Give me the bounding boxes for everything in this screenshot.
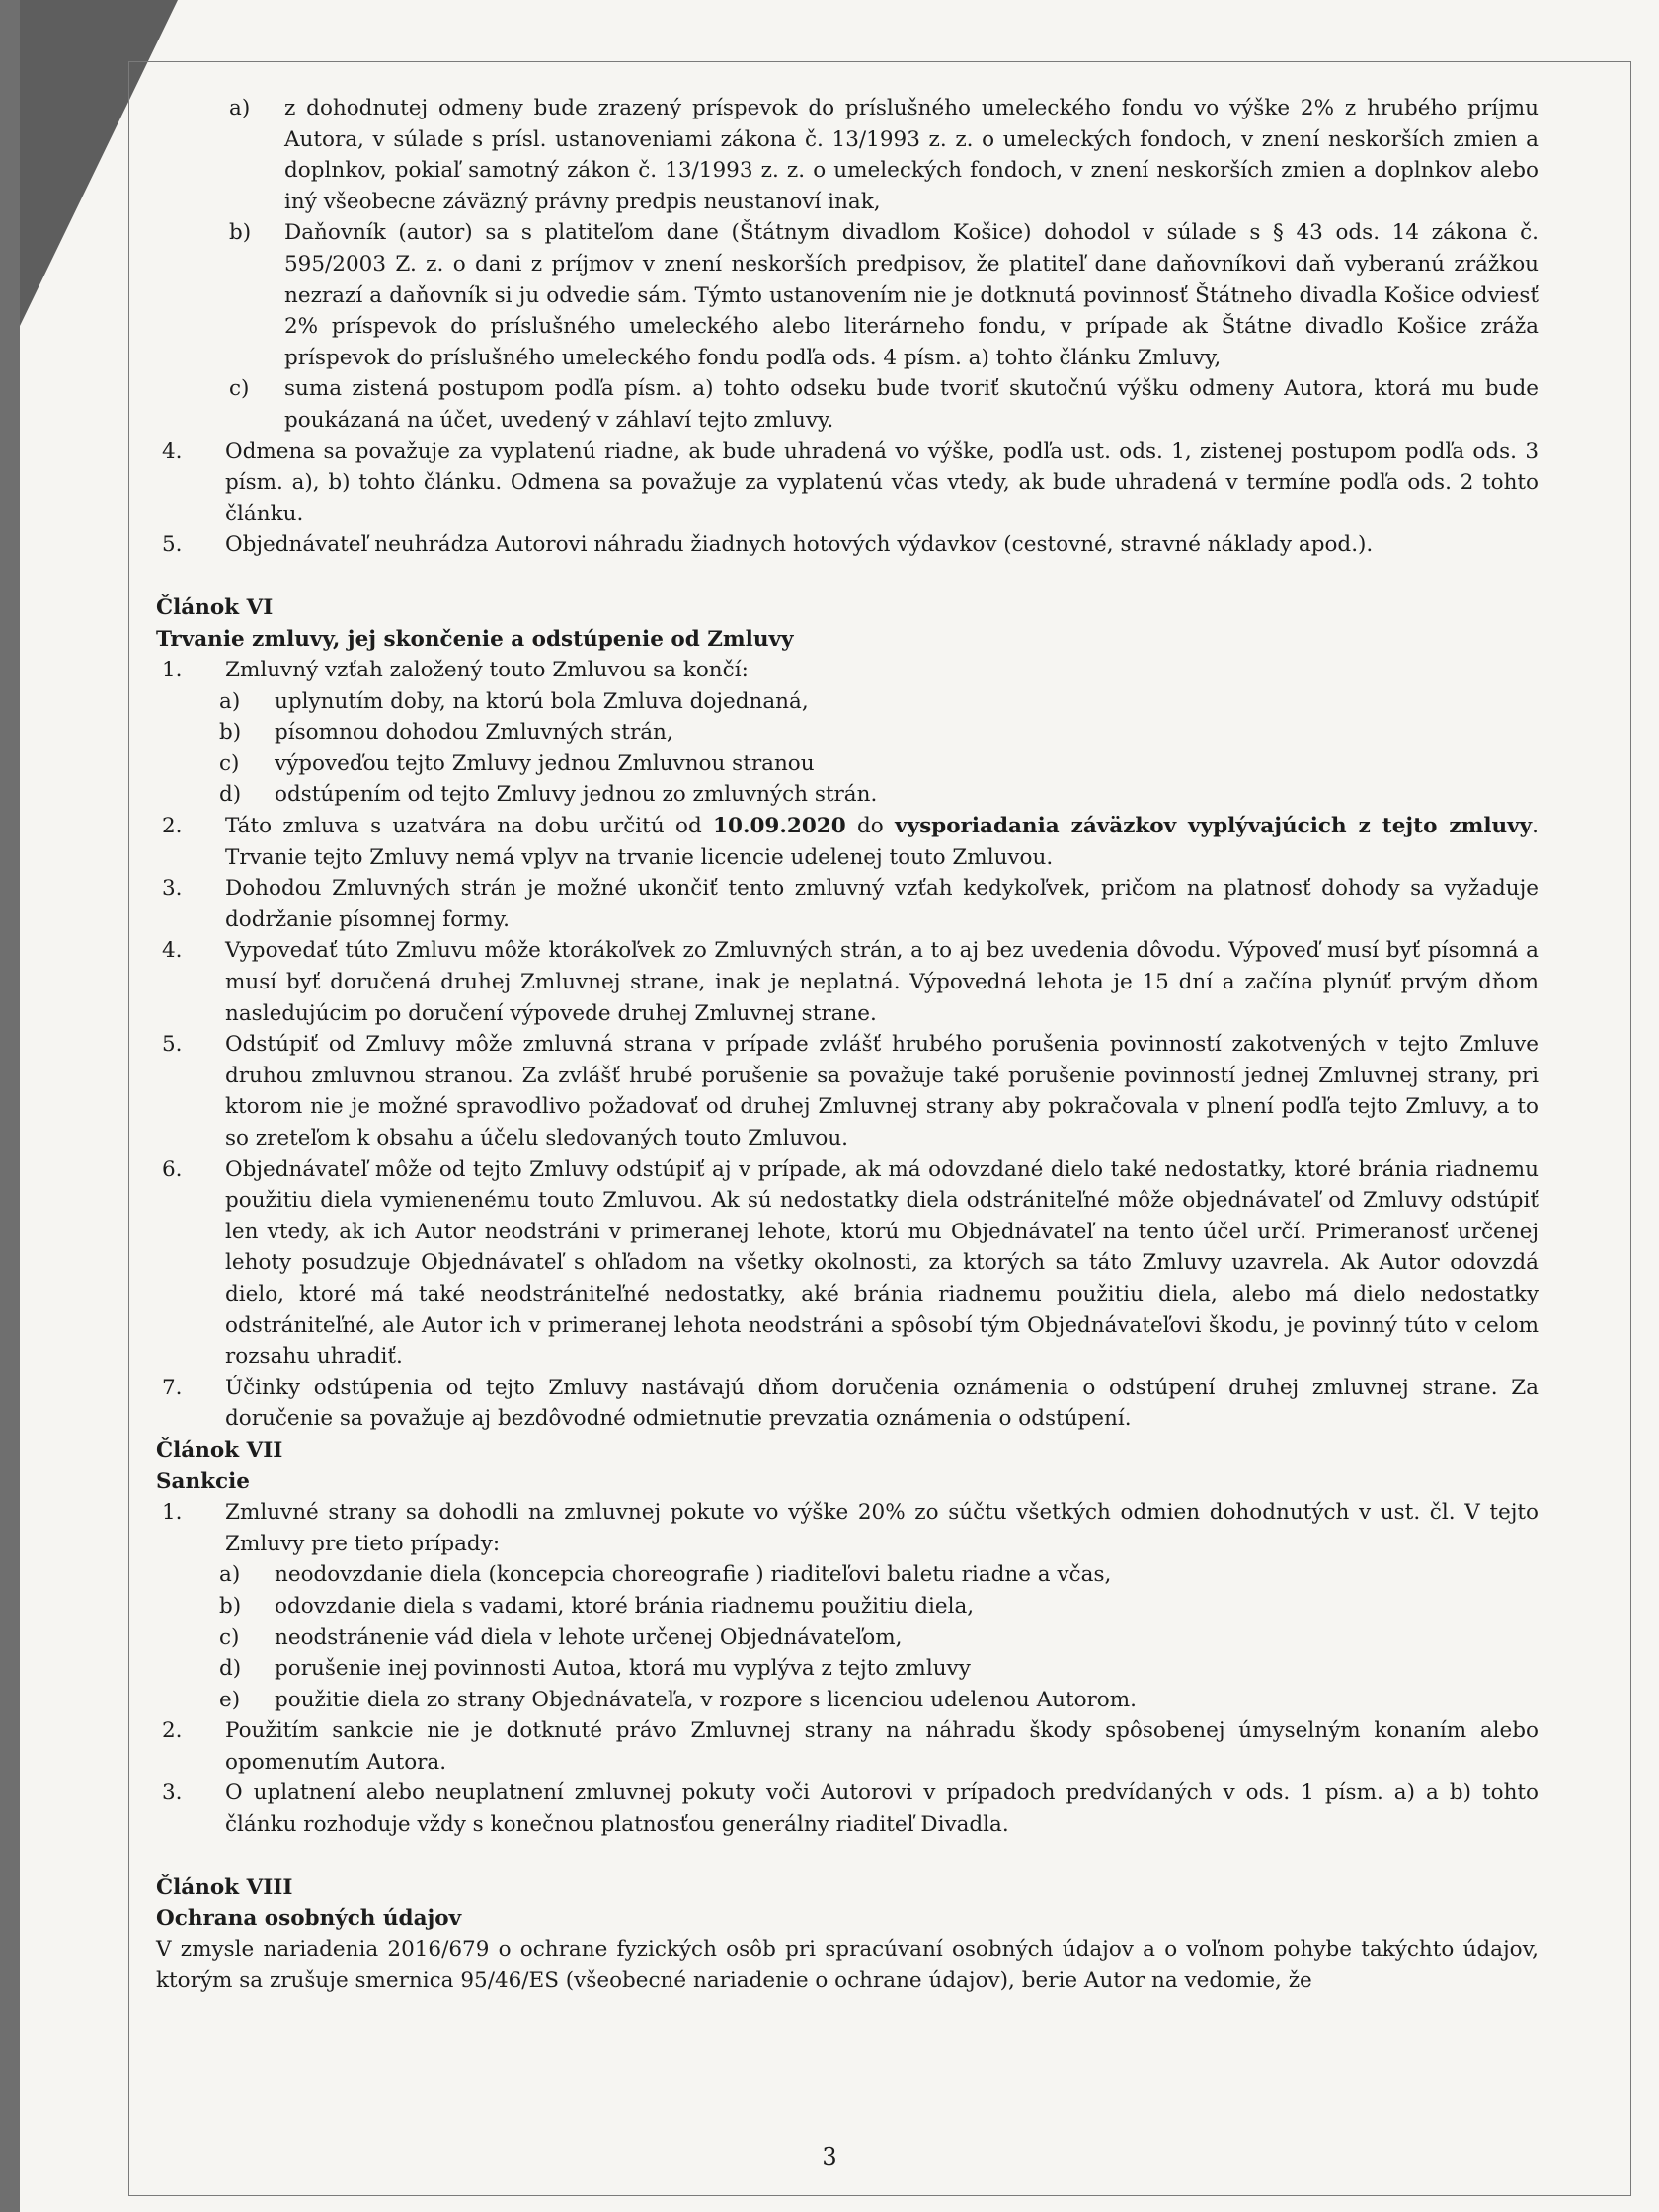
list-item — [156, 1622, 1539, 1654]
list-item — [156, 93, 1539, 217]
item-marker: a) — [229, 96, 251, 120]
document-body — [156, 93, 1539, 1997]
list-item — [156, 935, 1539, 1029]
item-text: Vypovedať túto Zmluvu môže ktorákoľvek zo Zmluvných strán, a to aj bez uvedenia dôvodu. Výpoveď musí byť písomná a musí byť doručená druhej Zmluvnej strane, inak je neplatná. Výpovedná lehota je 15 dní a začína plynúť prvým dňom nasledujúcim po doručení výpovede druhej Zmluvnej strane. — [225, 938, 1539, 1026]
list-item — [156, 436, 1539, 530]
item-marker: d) — [219, 782, 242, 808]
list-item — [156, 1715, 1539, 1778]
list-item — [156, 717, 1539, 749]
list-item — [156, 686, 1539, 718]
list-item — [156, 655, 1539, 686]
item-text: Objednávateľ neuhrádza Autorovi náhradu žiadnych hotových výdavkov (cestovné, stravné náklady apod.). — [225, 532, 1374, 558]
item-text: z dohodnutej odmeny bude zrazený príspevok do príslušného umeleckého fondu vo výške 2% z hrubého príjmu Autora, v súlade s prísl. ustanoveniami zákona č. 13/1993 z. z. o umeleckých fondoch, v znení neskorších zmien a doplnkov, pokiaľ samotný zákon č. 13/1993 z. z. o umeleckých fondoch, v znení neskorších zmien a doplnkov alebo iný všeobecne záväzný právny predpis neustanoví inak, — [284, 96, 1539, 214]
list-item — [156, 1154, 1539, 1373]
item-text: porušenie inej povinnosti Autoa, ktorá mu vyplýva z tejto zmluvy — [275, 1656, 971, 1682]
article-6-subtitle: Trvanie zmluvy, jej skončenie a odstúpenie od Zmluvy — [156, 626, 794, 652]
item-text: O uplatnení alebo neuplatnení zmluvnej pokuty voči Autorovi v prípadoch predvídaných v ods. 1 písm. a) a b) tohto článku rozhoduje vždy s konečnou platnosťou generálny riaditeľ Divadla. — [225, 1780, 1539, 1838]
list-item — [156, 373, 1539, 435]
list-item — [156, 1559, 1539, 1591]
item-text: Odmena sa považuje za vyplatenú riadne, ak bude uhradená vo výške, podľa ust. ods. 1, zistenej postupom podľa ods. 3 písm. a), b) tohto článku. Odmena sa považuje za vyplatenú včas vtedy, ak bude uhradená v termíne podľa ods. 2 tohto článku. — [225, 438, 1539, 526]
item-marker: b) — [219, 720, 242, 746]
item-text: odovzdanie diela s vadami, ktoré bránia riadnemu použitiu diela, — [275, 1593, 975, 1619]
list-item — [156, 811, 1539, 873]
item-marker: a) — [219, 688, 241, 714]
item-marker: b) — [219, 1593, 242, 1619]
item-text: Dohodou Zmluvných strán je možné ukončiť tento zmluvný vzťah kedykoľvek, pričom na platnosť dohody sa vyžaduje dodržanie písomnej formy. — [225, 876, 1539, 932]
article-8-subtitle: Ochrana osobných údajov — [156, 1906, 462, 1932]
list-item — [156, 873, 1539, 935]
item-text: Odstúpiť od Zmluvy môže zmluvná strana v prípade zvlášť hrubého porušenia povinností zakotvených v tejto Zmluve druhou zmluvnou stranou. Za zvlášť hrubé porušenie sa považuje také porušenie povinností jednej Zmluvnej strany, pri ktorom nie je možné spravodlivo požadovať od druhej Zmluvnej strany aby pokračovala v plnení podľa tejto Zmluvy, a to so zreteľom k obsahu a účelu sledovaných touto Zmluvou. — [225, 1032, 1539, 1150]
item-marker: 2. — [162, 1718, 183, 1744]
list-item — [156, 1029, 1539, 1153]
list-item — [156, 1653, 1539, 1685]
list-item — [156, 217, 1539, 373]
item-text: písomnou dohodou Zmluvných strán, — [275, 720, 673, 746]
item-text: Použitím sankcie nie je dotknuté právo Zmluvnej strany na náhradu škody spôsobenej úmyselným konaním alebo opomenutím Autora. — [225, 1718, 1539, 1775]
item-text: Táto zmluva s uzatvára na dobu určitú od 10.09.2020 do vysporiadania záväzkov vyplývajúcich z tejto zmluvy. Trvanie tejto Zmluvy nemá vplyv na trvanie licencie udelenej touto Zmluvou. — [225, 814, 1540, 870]
item-text: Daňovník (autor) sa s platiteľom dane (Štátnym divadlom Košice) dohodol v súlade s § 43 ods. 14 zákona č. 595/2003 Z. z. o dani z príjmov v znení neskorších predpisov, že platiteľ dane daňovníkovi daň vyberanú zrážkou nezrazí a daňovník si ju odvedie sám. Týmto ustanovením nie je dotknutá povinnosť Štátneho divadla Košice odviesť 2% príspevok do príslušného umeleckého alebo literárneho fondu, v prípade ak Štátne divadlo Košice zráža príspevok do príslušného umeleckého fondu podľa ods. 4 písm. a) tohto článku Zmluvy, — [284, 220, 1539, 370]
article-8-text: V zmysle nariadenia 2016/679 o ochrane fyzických osôb pri spracúvaní osobných údajov a o voľnom pohybe takýchto údajov, ktorým sa zrušuje smernica 95/46/ES (všeobecné nariadenie o ochrane údajov), berie Autor na vedomie, že — [156, 1936, 1539, 1994]
item-marker: 3. — [162, 876, 183, 902]
item-marker: 4. — [162, 938, 183, 964]
list-item — [156, 1591, 1539, 1622]
item-marker: c) — [219, 750, 240, 776]
list-item — [156, 1685, 1539, 1716]
article-7-title: Článok VII — [156, 1437, 283, 1462]
item-text: neodovzdanie diela (koncepcia choreografie ) riaditeľovi baletu riadne a včas, — [275, 1562, 1112, 1588]
item-marker: 5. — [162, 532, 183, 558]
item-marker: 4. — [162, 438, 183, 464]
list-item — [156, 1373, 1539, 1435]
contract-term: vysporiadania záväzkov vyplývajúcich z tejto zmluvy — [895, 814, 1533, 839]
item-marker: a) — [219, 1562, 241, 1588]
item-text: Zmluvný vzťah založený touto Zmluvou sa končí: — [225, 658, 749, 683]
item-marker: 7. — [162, 1375, 183, 1400]
item-text: Účinky odstúpenia od tejto Zmluvy nastávajú dňom doručenia oznámenia o odstúpení druhej zmluvnej strane. Za doručenie sa považuje aj bezdôvodné odmietnutie prevzatia oznámenia o odstúpení. — [225, 1375, 1539, 1432]
item-text: použitie diela zo strany Objednávateľa, v rozpore s licenciou udelenou Autorom. — [275, 1687, 1137, 1712]
item-text: výpoveďou tejto Zmluvy jednou Zmluvnou stranou — [275, 750, 815, 776]
item-text: neodstránenie vád diela v lehote určenej Objednávateľom, — [275, 1624, 903, 1650]
article-6-title: Článok VI — [156, 594, 274, 620]
item-marker: 1. — [162, 658, 183, 683]
item-marker: c) — [229, 376, 250, 402]
list-item — [156, 1778, 1539, 1840]
item-marker: 1. — [162, 1500, 183, 1526]
item-marker: 6. — [162, 1156, 183, 1182]
item-marker: c) — [219, 1624, 240, 1650]
item-text: Objednávateľ môže od tejto Zmluvy odstúpiť aj v prípade, ak má odovzdané dielo také nedostatky, ktoré bránia riadnemu použitiu diela vymienenému touto Zmluvou. Ak sú nedostatky diela odstrániteľné môže objednávateľ od Zmluvy odstúpiť len vtedy, ak ich Autor neodstráni v primeranej lehote, ktorú mu Objednávateľ na tento účel určí. Primeranosť určenej lehoty posudzuje Objednávateľ s ohľadom na všetky okolnosti, za ktorých sa táto Zmluvy uzavrela. Ak Autor odovzdá dielo, ktoré má také neodstrániteľné nedostatky, aké bránia riadnemu použitiu diela, alebo má dielo nedostatky odstrániteľné, ale Autor ich v primeranej lehota neodstráni a spôsobí tým Objednávateľovi škodu, je povinný túto v celom rozsahu uhradiť. — [225, 1156, 1539, 1370]
item-text: suma zistená postupom podľa písm. a) tohto odseku bude tvoriť skutočnú výšku odmeny Autora, ktorá mu bude poukázaná na účet, uvedený v záhlaví tejto zmluvy. — [284, 376, 1539, 433]
list-item — [156, 749, 1539, 780]
item-text: Zmluvné strany sa dohodli na zmluvnej pokute vo výške 20% zo súčtu všetkých odmien dohodnutých v ust. čl. V tejto Zmluvy pre tieto prípady: — [225, 1500, 1539, 1556]
contract-start-date: 10.09.2020 — [713, 814, 846, 839]
item-marker: b) — [229, 220, 252, 246]
item-marker: e) — [219, 1687, 241, 1712]
article-7-subtitle: Sankcie — [156, 1468, 250, 1494]
item-text: odstúpením od tejto Zmluvy jednou zo zmluvných strán. — [275, 782, 878, 808]
list-item — [156, 1497, 1539, 1559]
item-marker: 2. — [162, 814, 183, 839]
list-item — [156, 529, 1539, 561]
page-number: 3 — [822, 2143, 837, 2171]
item-marker: 5. — [162, 1032, 183, 1058]
item-marker: 3. — [162, 1780, 183, 1806]
article-8-title: Článok VIII — [156, 1874, 293, 1900]
list-item — [156, 779, 1539, 811]
item-marker: d) — [219, 1656, 242, 1682]
item-text: uplynutím doby, na ktorú bola Zmluva dojednaná, — [275, 688, 809, 714]
